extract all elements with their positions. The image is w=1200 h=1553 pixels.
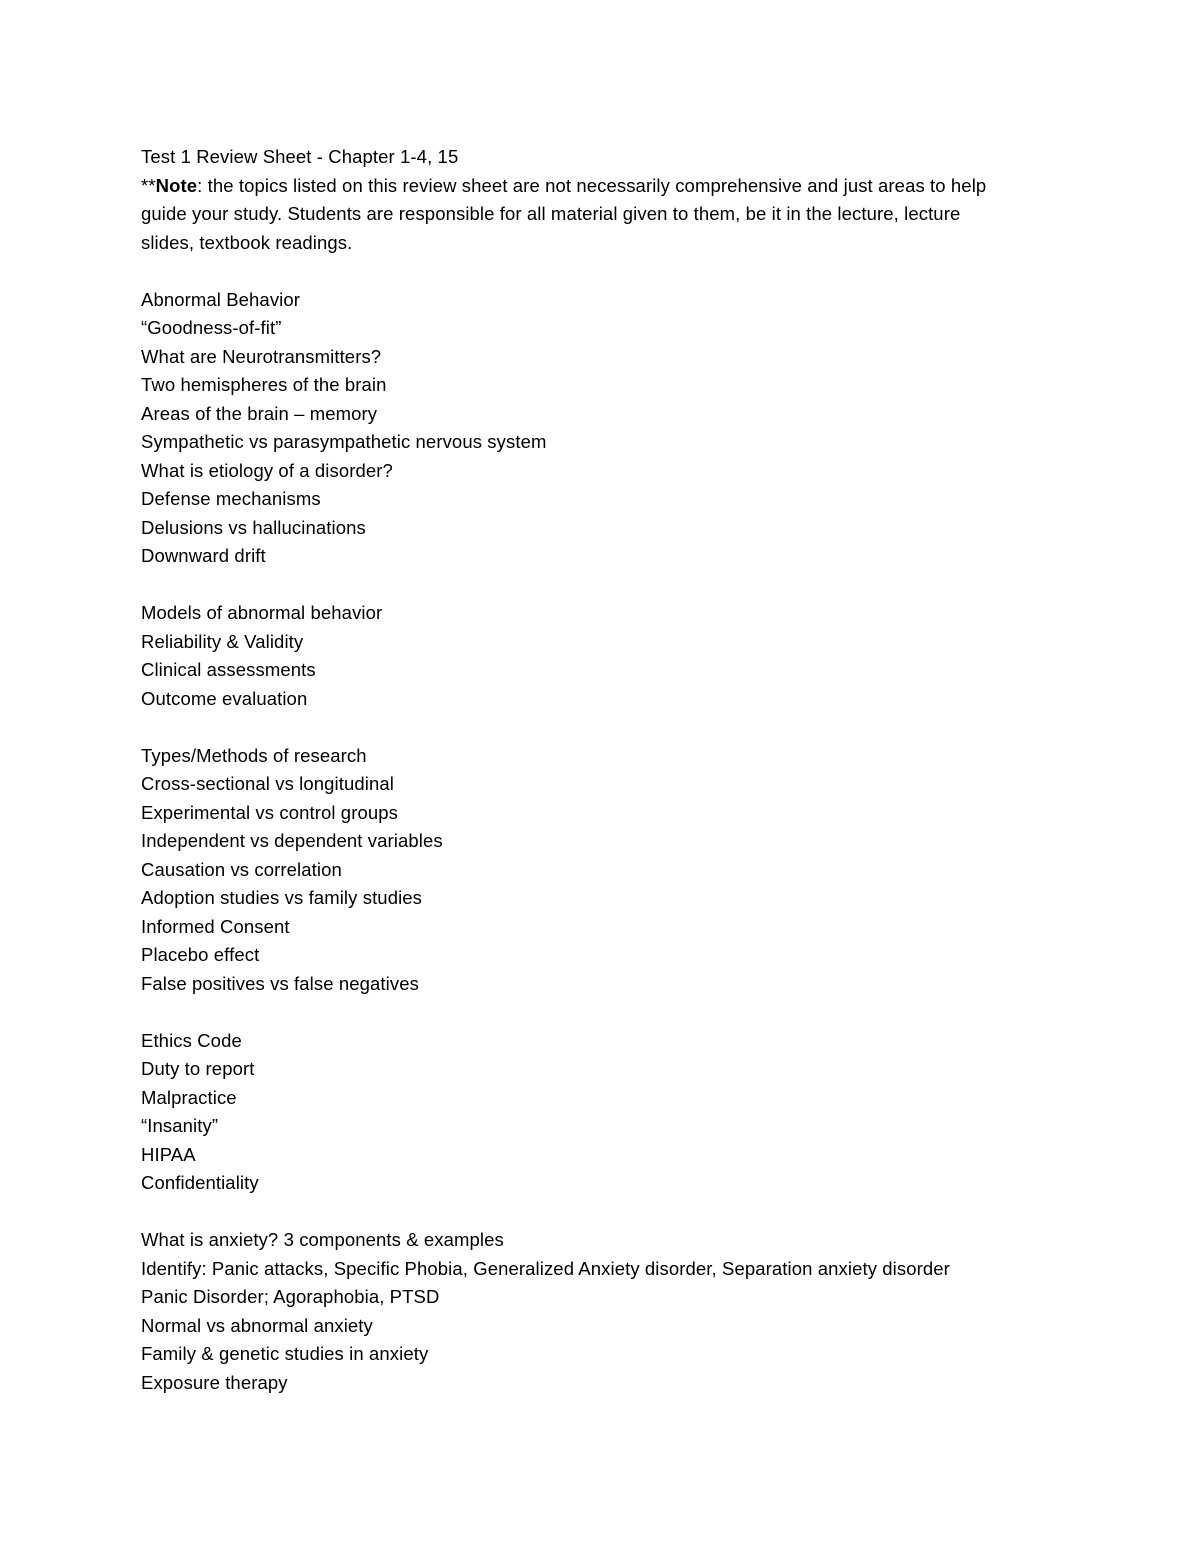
topic-item: Downward drift [141,545,266,566]
topic-item: “Goodness-of-fit” [141,317,282,338]
topic-section-2 [141,599,1061,713]
note-prefix: ** [141,174,156,196]
document-body [141,143,1061,1397]
topic-section-3 [141,742,1061,999]
topic-item: Informed Consent [141,915,290,937]
topic-item: Normal vs abnormal anxiety [141,1314,373,1336]
topic-item: What is etiology of a disorder? [141,459,393,481]
note-line-3: slides, textbook readings. [141,231,353,253]
blank-line [141,571,1061,600]
note-label: Note [155,174,198,196]
topic-item: Placebo effect [141,944,260,965]
topic-item: Panic Disorder; Agoraphobia, PTSD [141,1286,440,1307]
topic-section-4 [141,1027,1061,1198]
topic-item: What is anxiety? 3 components & examples [141,1229,504,1250]
topic-item: Ethics Code [141,1029,242,1051]
topic-item: “Insanity” [141,1115,219,1136]
topic-item: Causation vs correlation [141,858,342,880]
blank-line [141,713,1061,742]
topic-item: Experimental vs control groups [141,801,398,823]
note-line-1-text: : the topics listed on this review sheet are not necessarily comprehensive and just areas to help [197,174,987,196]
topic-item: Areas of the brain – memory [141,402,378,424]
topic-item: False positives vs false negatives [141,972,419,994]
topic-item: Outcome evaluation [141,687,308,709]
blank-line [141,998,1061,1027]
topic-item: Types/Methods of research [141,744,367,766]
topic-item: Two hemispheres of the brain [141,374,387,395]
note-line-1 [141,172,1061,201]
topic-section-5 [141,1226,1061,1397]
document-title: Test 1 Review Sheet - Chapter 1-4, 15 [141,146,459,167]
topic-item: Duty to report [141,1058,255,1079]
topic-item: Clinical assessments [141,659,316,680]
topic-item: Defense mechanisms [141,488,321,509]
topic-item: Adoption studies vs family studies [141,887,423,908]
topic-item: What are Neurotransmitters? [141,345,382,367]
topic-item: Identify: Panic attacks, Specific Phobia, Generalized Anxiety disorder, Separation anxiety disorder [141,1257,950,1279]
blank-line [141,1198,1061,1227]
topic-item: Malpractice [141,1086,237,1108]
topic-item: Models of abnormal behavior [141,602,383,623]
blank-line [141,257,1061,286]
topic-item: Independent vs dependent variables [141,830,443,851]
topic-item: Delusions vs hallucinations [141,516,366,538]
topic-item: Family & genetic studies in anxiety [141,1343,429,1364]
topic-item: Cross-sectional vs longitudinal [141,773,394,794]
topic-item: Abnormal Behavior [141,288,301,310]
topic-item: HIPAA [141,1143,196,1165]
note-line-2: guide your study. Students are responsible for all material given to them, be it in the lecture, lecture [141,203,961,224]
topic-section-1 [141,286,1061,571]
topic-item: Sympathetic vs parasympathetic nervous system [141,431,547,452]
topic-item: Confidentiality [141,1172,259,1193]
topic-item: Exposure therapy [141,1371,288,1393]
topic-item: Reliability & Validity [141,630,304,652]
